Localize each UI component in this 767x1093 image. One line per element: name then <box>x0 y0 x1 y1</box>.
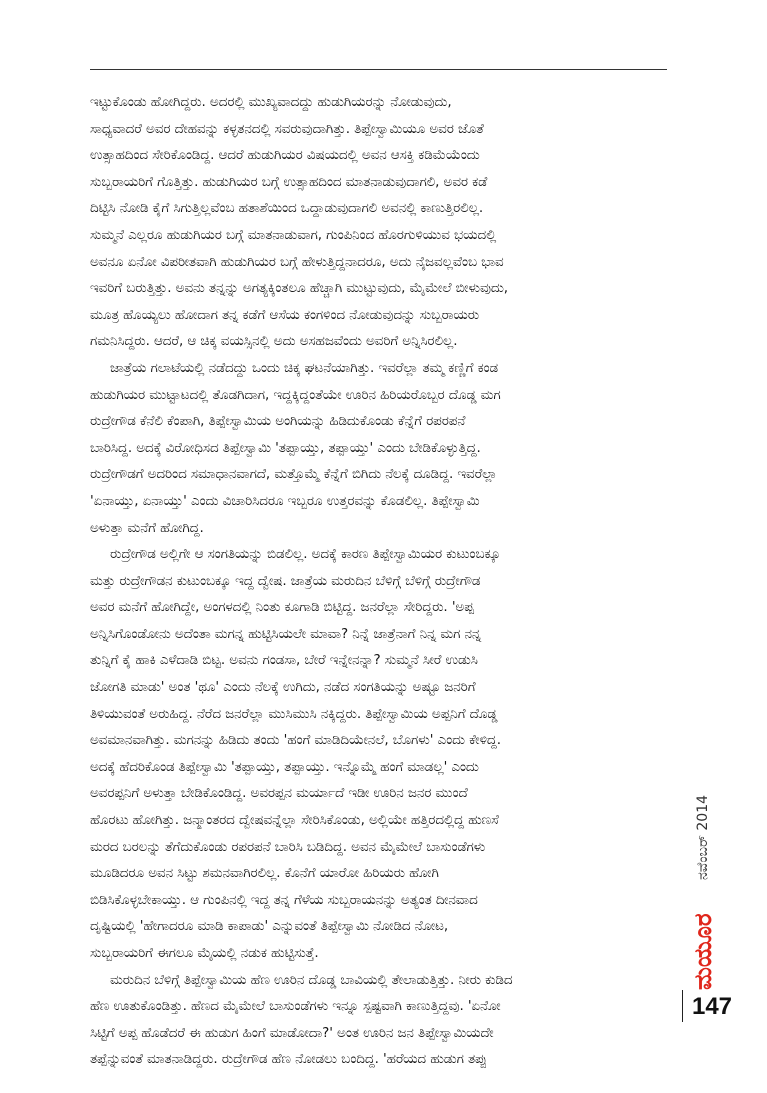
text-line: ಇಟ್ಟುಕೊಂಡು ಹೋಗಿದ್ದರು. ಅದರಲ್ಲಿ ಮುಖ್ಯವಾದದ್ದು ಹುಡುಗಿಯರನ್ನು ನೋಡುವುದು, <box>90 94 452 110</box>
page-number-rule <box>682 990 683 1022</box>
text-line: ಇವರಿಗೆ ಬರುತ್ತಿತ್ತು. ಅವನು ತನ್ನನ್ನು ಅಗತ್ಯಕ್ಕಿಂತಲೂ ಹೆಚ್ಚಾಗಿ ಮುಟ್ಟುವುದು, ಮೈಮೇಲೆ ಬೀಳುವುದು, <box>90 280 509 297</box>
text-line: ಮೂಡಿದರೂ ಅವನ ಸಿಟ್ಟು ಶಮನವಾಗಿರಲಿಲ್ಲ. ಕೊನೆಗೆ ಯಾರೋ ಹಿರಿಯರು ಹೋಗಿ <box>90 865 439 882</box>
text-line: ಮೂತ್ರ ಹೊಯ್ಯಲು ಹೋದಾಗ ತನ್ನ ಕಡೆಗೆ ಆಸೆಯ ಕಂಗಳಿಂದ ನೋಡುವುದನ್ನು ಸುಬ್ಬರಾಯರು <box>90 306 480 323</box>
text-line: ಬಾರಿಸಿದ್ದ. ಅದಕ್ಕೆ ವಿರೋಧಿಸದ ತಿಪ್ಪೇಸ್ವಾಮಿ 'ತಪ್ಪಾಯ್ತು, ತಪ್ಪಾಯ್ತು' ಎಂದು ಬೇಡಿಕೊಳ್ಳುತ್ತಿದ್ದ. <box>90 439 481 456</box>
text-line: ಅವನೂ ಏನೋ ವಿಪರೀತವಾಗಿ ಹುಡುಗಿಯರ ಬಗ್ಗೆ ಹೇಳುತ್ತಿದ್ದನಾದರೂ, ಅದು ನೈಜವಲ್ಲವೆಂಬ ಭಾವ <box>90 253 504 270</box>
text-line: ಅವಮಾನವಾಗಿತ್ತು. ಮಗನನ್ನು ಹಿಡಿದು ತಂದು 'ಹಂಗೆ ಮಾಡಿದಿಯೇನಲೆ, ಬೊಗಳು' ಎಂದು ಕೇಳಿದ್ದ. <box>90 732 501 749</box>
magazine-sidebar <box>689 780 717 990</box>
text-line: ಮತ್ತು ರುದ್ರೇಗೌಡನ ಕುಟುಂಬಕ್ಕೂ ಇದ್ದ ದ್ವೇಷ. ಜಾತ್ರೆಯ ಮರುದಿನ ಬೆಳಿಗ್ಗೆ ಬೆಳಿಗ್ಗೆ ರುದ್ರೇಗೌಡ <box>90 572 481 589</box>
top-rule <box>90 69 667 70</box>
text-line: ಅದಕ್ಕೆ ಹೆದರಿಕೊಂಡ ತಿಪ್ಪೇಸ್ವಾಮಿ 'ತಪ್ಪಾಯ್ತು, ತಪ್ಪಾಯ್ತು. ಇನ್ನೊಮ್ಮೆ ಹಂಗೆ ಮಾಡಲ್ಲ' ಎಂದು <box>90 758 479 775</box>
page-number: 147 <box>691 993 733 1020</box>
text-line: ರುದ್ರೇಗೌಡಗೆ ಅದರಿಂದ ಸಮಾಧಾನವಾಗದೆ, ಮತ್ತೊಮ್ಮೆ ಕೆನ್ನೆಗೆ ಬಿಗಿದು ನೆಲಕ್ಕೆ ದೂಡಿದ್ದ. ಇವರೆಲ್ಲಾ <box>90 466 498 483</box>
text-line: ಮರುದಿನ ಬೆಳಿಗ್ಗೆ ತಿಪ್ಪೇಸ್ವಾಮಿಯ ಹೆಣ ಊರಿನ ದೊಡ್ಡ ಬಾವಿಯಲ್ಲಿ ತೇಲಾಡುತ್ತಿತ್ತು. ನೀರು ಕುಡಿದ <box>110 971 513 988</box>
article-body <box>90 89 678 1073</box>
text-line: ಸಿಟ್ಟಿಗೆ ಅಪ್ಪ ಹೊಡೆದರೆ ಈ ಹುಡುಗ ಹಿಂಗೆ ಮಾಡೋದಾ?' ಅಂತ ಊರಿನ ಜನ ತಿಪ್ಪೇಸ್ವಾಮಿಯದೇ <box>90 1024 494 1041</box>
text-line: ಉತ್ಸಾಹದಿಂದ ಸೇರಿಕೊಂಡಿದ್ದ. ಆದರೆ ಹುಡುಗಿಯರ ವಿಷಯದಲ್ಲಿ ಅವನ ಆಸಕ್ತಿ ಕಡಿಮೆಯೆಂದು <box>90 147 480 164</box>
text-line: ಬಿಡಿಸಿಕೊಳ್ಳಬೇಕಾಯ್ತು. ಆ ಗುಂಪಿನಲ್ಲಿ ಇದ್ದ ತನ್ನ ಗೆಳೆಯ ಸುಬ್ಬರಾಯನನ್ನು ಅತ್ಯಂತ ದೀನವಾದ <box>90 891 478 908</box>
text-line: ತಿಳಿಯುವಂತೆ ಅರುಹಿದ್ದ. ನೆರೆದ ಜನರೆಲ್ಲಾ ಮುಸಿಮುಸಿ ನಕ್ಕಿದ್ದರು. ತಿಪ್ಪೇಸ್ವಾಮಿಯ ಅಪ್ಪನಿಗೆ ದೊಡ್ಡ <box>90 705 498 722</box>
paragraph <box>90 89 678 355</box>
text-line: ದಿಟ್ಟಿಸಿ ನೋಡಿ ಕೈಗೆ ಸಿಗುತ್ತಿಲ್ಲವೆಂಬ ಹತಾಶೆಯಿಂದ ಒದ್ದಾಡುವುದಾಗಲಿ ಅವನಲ್ಲಿ ಕಾಣುತ್ತಿರಲಿಲ್ಲ. <box>90 200 484 217</box>
text-line: ಅಳುತ್ತಾ ಮನೆಗೆ ಹೋಗಿದ್ದ. <box>90 519 204 536</box>
text-line: ಹೆಣ ಊತುಕೊಂಡಿತ್ತು. ಹೆಣದ ಮೈಮೇಲೆ ಬಾಸುಂಡೆಗಳು ಇನ್ನೂ ಸ್ಪಷ್ಟವಾಗಿ ಕಾಣುತ್ತಿದ್ದವು. 'ಏನೋ <box>90 998 501 1015</box>
paragraph <box>90 541 678 967</box>
text-line: ತಪ್ಪೆನ್ನುವಂತೆ ಮಾತನಾಡಿದ್ದರು. ರುದ್ರೇಗೌಡ ಹೆಣ ನೋಡಲು ಬಂದಿದ್ದ. 'ಹರೆಯದ ಹುಡುಗ ತಪ್ಪು <box>90 1051 487 1068</box>
paragraph <box>90 967 678 1073</box>
text-line: ರುದ್ರೇಗೌಡ ಅಲ್ಲಿಗೇ ಆ ಸಂಗತಿಯನ್ನು ಬಿಡಲಿಲ್ಲ. ಅದಕ್ಕೆ ಕಾರಣ ತಿಪ್ಪೇಸ್ವಾಮಿಯರ ಕುಟುಂಬಕ್ಕೂ <box>110 546 501 563</box>
text-line: ರುದ್ರೇಗೌಡ ಕೆನೆಲಿ ಕೆಂಪಾಗಿ, ತಿಪ್ಪೇಸ್ವಾಮಿಯ ಅಂಗಿಯನ್ನು ಹಿಡಿದುಕೊಂಡು ಕೆನ್ನೆಗೆ ರಪರಪನೆ <box>90 413 466 430</box>
text-line: ಜಾತ್ರೆಯ ಗಲಾಟೆಯಲ್ಲಿ ನಡೆದದ್ದು ಒಂದು ಚಿಕ್ಕ ಘಟನೆಯಾಗಿತ್ತು. ಇವರೆಲ್ಲಾ ತಮ್ಮ ಕಣ್ಣಿಗೆ ಕಂಡ <box>110 359 499 376</box>
text-line: ಸುಬ್ಬರಾಯರಿಗೆ ಗೊತ್ತಿತ್ತು. ಹುಡುಗಿಯರ ಬಗ್ಗೆ ಉತ್ಸಾಹದಿಂದ ಮಾತನಾಡುವುದಾಗಲಿ, ಅವರ ಕಡೆ <box>90 173 488 190</box>
text-line: ಸುಬ್ಬರಾಯರಿಗೆ ಈಗಲೂ ಮೈಯಲ್ಲಿ ನಡುಕ ಹುಟ್ಟಿಸುತ್ತೆ. <box>90 945 319 961</box>
text-line: 'ಏನಾಯ್ತು, ಏನಾಯ್ತು' ಎಂದು ವಿಚಾರಿಸಿದರೂ ಇಬ್ಬರೂ ಉತ್ತರವನ್ನು ಕೊಡಲಿಲ್ಲ. ತಿಪ್ಪೇಸ್ವಾಮಿ <box>90 492 480 509</box>
magazine-name: ಮಯೂರ <box>689 913 717 990</box>
issue-date: ನವೆಂಬರ್ 2014 <box>695 794 711 880</box>
text-line: ತುನ್ನಿಗೆ ಕೈ ಹಾಕಿ ಎಳೆದಾಡಿ ಬಿಟ್ಟ. ಅವನು ಗಂಡಸಾ, ಬೇರೆ ಇನ್ನೇನನ್ನಾ? ಸುಮ್ಮನೆ ಸೀರೆ ಉಡುಸಿ <box>90 652 478 669</box>
text-line: ಅವರಪ್ಪನಿಗೆ ಅಳುತ್ತಾ ಬೇಡಿಕೊಂಡಿದ್ದ. ಅವರಪ್ಪನ ಮರ್ಯಾದೆ ಇಡೀ ಊರಿನ ಜನರ ಮುಂದೆ <box>90 785 468 802</box>
text-line: ಸುಮ್ಮನೆ ಎಲ್ಲರೂ ಹುಡುಗಿಯರ ಬಗ್ಗೆ ಮಾತನಾಡುವಾಗ, ಗುಂಪಿನಿಂದ ಹೊರಗುಳಿಯುವ ಭಯದಲ್ಲಿ <box>90 226 497 243</box>
text-line: ಜೋಗತಿ ಮಾಡು' ಅಂತ 'ಥೂ' ಎಂದು ನೆಲಕ್ಕೆ ಉಗಿದು, ನಡೆದ ಸಂಗತಿಯನ್ನು ಅಷ್ಟೂ ಜನರಿಗೆ <box>90 679 476 696</box>
text-line: ಹೊರಟು ಹೋಗಿತ್ತು. ಜನ್ಮಾಂತರದ ದ್ವೇಷವನ್ನೆಲ್ಲಾ ಸೇರಿಸಿಕೊಂಡು, ಅಲ್ಲಿಯೇ ಹತ್ತಿರದಲ್ಲಿದ್ದ ಹುಣಸೆ <box>90 812 499 829</box>
paragraph <box>90 355 678 541</box>
text-line: ದೃಷ್ಟಿಯಲ್ಲಿ 'ಹೇಗಾದರೂ ಮಾಡಿ ಕಾಪಾಡು' ಎನ್ನುವಂತೆ ತಿಪ್ಪೇಸ್ವಾಮಿ ನೋಡಿದ ನೋಟ, <box>90 918 449 935</box>
text-line: ಸಾಧ್ಯವಾದರೆ ಅವರ ದೇಹವನ್ನು ಕಳ್ಳತನದಲ್ಲಿ ಸವರುವುದಾಗಿತ್ತು. ತಿಪ್ಪೇಸ್ವಾಮಿಯೂ ಅವರ ಜೊತೆ <box>90 120 484 137</box>
text-line: ಮರದ ಬರಲನ್ನು ತೆಗೆದುಕೊಂಡು ರಪರಪನೆ ಬಾರಿಸಿ ಬಡಿದಿದ್ದ. ಅವನ ಮೈಮೇಲೆ ಬಾಸುಂಡೆಗಳು <box>90 838 486 855</box>
text-line: ಅನ್ನಿಸಿಗೊಂಡೋನು ಅದೆಂತಾ ಮಗನ್ನ ಹುಟ್ಟಿಸಿಯಲೇ ಮಾವಾ? ನಿನ್ನೆ ಜಾತ್ರೆನಾಗೆ ನಿನ್ನ ಮಗ ನನ್ನ <box>90 625 482 642</box>
text-line: ಗಮನಿಸಿದ್ದರು. ಆದರೆ, ಆ ಚಿಕ್ಕ ವಯಸ್ಸಿನಲ್ಲಿ ಅದು ಅಸಹಜವೆಂದು ಅವರಿಗೆ ಅನ್ನಿಸಿರಲಿಲ್ಲ. <box>90 333 458 350</box>
text-line: ಹುಡುಗಿಯರ ಮುಟ್ಟಾಟದಲ್ಲಿ ತೊಡಗಿದಾಗ, ಇದ್ದಕ್ಕಿದ್ದಂತೆಯೇ ಊರಿನ ಹಿರಿಯರೊಬ್ಬರ ದೊಡ್ಡ ಮಗ <box>90 386 501 403</box>
text-line: ಅವರ ಮನೆಗೆ ಹೋಗಿದ್ದೇ, ಅಂಗಳದಲ್ಲಿ ನಿಂತು ಕೂಗಾಡಿ ಬಿಟ್ಟಿದ್ದ. ಜನರೆಲ್ಲಾ ಸೇರಿದ್ದರು. 'ಅಪ್ಪ <box>90 599 474 616</box>
